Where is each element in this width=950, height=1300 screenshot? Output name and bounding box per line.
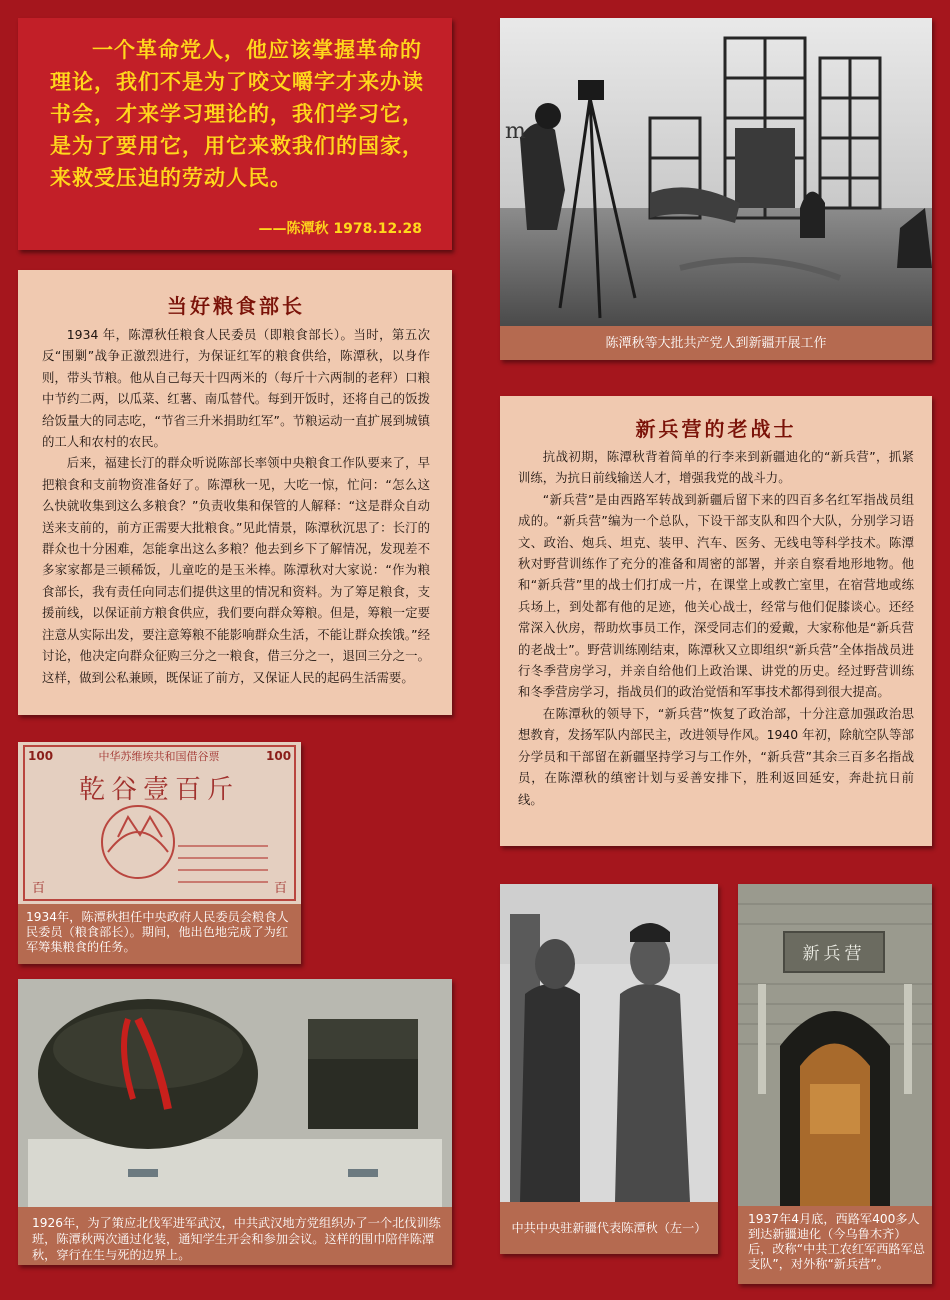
ticket-main-text: 乾谷壹百斤 <box>78 775 240 805</box>
barracks-photo <box>738 884 932 1284</box>
ticket-side-left: 百 <box>32 881 46 896</box>
xinjiang-work-caption: 陈潭秋等大批共产党人到新疆开展工作 <box>605 335 827 351</box>
quote-text: 一个革命党人，他应该掌握革命的理论，我们不是为了咬文嚼字才来办读书会，才来学习理论的，我们学习它，是为了要用它，用它来救我们的国家，来救受压迫的劳动人民。 <box>50 38 424 190</box>
barracks-caption: 1937年4月底，西路军400多人到达新疆迪化（今乌鲁木齐）后，改称“中共工农红军西路军总支队”，对外称“新兵营”。 <box>748 1212 925 1271</box>
xinjiang-work-caption-bar <box>500 326 932 360</box>
stray-glyph: m <box>505 119 526 144</box>
veteran-paragraph: “新兵营”是由西路军转战到新疆后留下来的四百多名红军指战员组成的。“新兵营”编为一个总队，下设干部支队和四个大队，分别学习语文、政治、炮兵、坦克、装甲、汽车、医务、无线电等科学技术。陈潭秋对野营训练作了充分的准备和周密的部署，并亲自察看地形地物。他和“新兵营”里的战士们打成一片，在课堂上或教亡室里，在宿营地或练兵场上，到处都有他的足迹，他关心战士，经常与他们促膝谈心。还经常深入伙房，帮助炊事员工作，深受同志们的爱戴，大家称他是“新兵营的老战士”。野营训练刚结束，陈潭秋又立即组织“新兵营”全体指战员进行冬季营房学习，并亲自给他们上政治课、讲党的历史。经过野营训练和冬季营房学习，指战员们的政治觉悟和军事技术都得到很大提高。 <box>518 491 914 700</box>
xinjiang-work-photo <box>500 18 932 360</box>
representative-photo <box>500 884 718 1254</box>
scarf-image <box>18 979 452 1207</box>
grain-ticket-caption: 1934年，陈潭秋担任中央政府人民委员会粮食人民委员（粮食部长）。期间，他出色地完成了为红军筹集粮食的任务。 <box>26 910 289 954</box>
barracks-plaque: 新兵营 <box>802 944 866 964</box>
grain-section-title: 当好粮食部长 <box>167 294 305 318</box>
grain-ticket-photo <box>18 742 301 964</box>
representative-caption: 中共中央驻新疆代表陈潭秋（左一） <box>511 1220 707 1235</box>
construction-site-image <box>500 18 932 326</box>
veteran-section-title: 新兵营的老战士 <box>635 417 797 441</box>
scarf-photo <box>18 979 452 1265</box>
ticket-header: 中华苏维埃共和国借谷票 <box>98 750 220 763</box>
quote-attribution: ——陈潭秋 1978.12.28 <box>258 221 422 237</box>
grain-ticket-image <box>18 742 301 904</box>
scarf-caption-bar <box>18 1207 452 1263</box>
ticket-side-right: 百 <box>274 881 288 896</box>
grain-section-panel <box>18 270 452 715</box>
representative-image <box>500 884 718 1202</box>
veteran-paragraph: 抗战初期，陈潭秋背着简单的行李来到新疆迪化的“新兵营”，抓紧训练，为抗日前线输送人才，增强我党的战斗力。 <box>518 449 914 486</box>
grain-paragraph: 1934 年，陈潭秋任粮食人民委员（即粮食部长）。当时，第五次反“围剿”战争正激烈进行，为保证红军的粮食供给，陈潭秋，以身作则，带头节粮。他从自己每天十四两米的（每斤十六两制的老秤）口粮中节约二两，以瓜菜、红薯、南瓜替代。每到开饭时，还将自己的饭拨给饭量大的同志吃，“节省三升米捐助红军”。节粮运动一直扩展到城镇的工人和农村的农民。 <box>42 327 430 450</box>
veteran-section-panel <box>500 396 932 846</box>
scarf-caption: 1926年，为了策应北伐军进军武汉，中共武汉地方党组织办了一个北伐训练班，陈潭秋两次通过化装，通知学生开会和参加会议。这样的围巾陪伴陈潭秋，穿行在生与死的边界上。 <box>32 1216 441 1262</box>
quote-box <box>18 18 452 250</box>
barracks-caption-bar <box>738 1206 932 1272</box>
ticket-corner-left: 100 <box>28 749 54 763</box>
ticket-corner-right: 100 <box>266 749 292 763</box>
grain-paragraph: 后来，福建长汀的群众听说陈部长率领中央粮食工作队要来了，早把粮食和支前物资准备好了。陈潭秋一见，大吃一惊，忙问：“怎么这么快就收集到这么多粮食？”负责收集和保管的人解释：“这是群众自动送来支前的，前方正需要大批粮食。”见此情景，陈潭秋沉思了：长汀的群众也十分困难，怎能拿出这么多粮？他去到乡下了解情况，发现差不多家家都是三顿稀饭，儿童吃的是玉米棒。陈潭秋对大家说：“作为粮食部长，我有责任向同志们提供这里的情况和资料。为了筹足粮食，支援前线，以保证前方粮食供应，我们要向群众筹粮。但是，筹粮一定要注意从实际出发，要注意筹粮不能影响群众生活，不能让群众挨饿。”经讨论，他决定向群众征购三分之一粮食，借三分之一，退回三分之一。这样，做到公私兼顾，既保证了前方，又保证人民的起码生活需要。 <box>42 455 430 685</box>
grain-ticket-caption-bar <box>18 904 301 955</box>
barracks-gate-image <box>738 884 932 1206</box>
veteran-paragraph: 在陈潭秋的领导下，“新兵营”恢复了政治部，十分注意加强政治思想教育，发扬军队内部民主，改进领导作风。1940 年初，除航空队等部分学员和干部留在新疆坚持学习与工作外，“新兵营”其余三百多名指战员，在陈潭秋的缜密计划与妥善安排下，胜利返回延安，奔赴抗日前线。 <box>518 705 914 807</box>
representative-caption-bar <box>500 1202 718 1254</box>
